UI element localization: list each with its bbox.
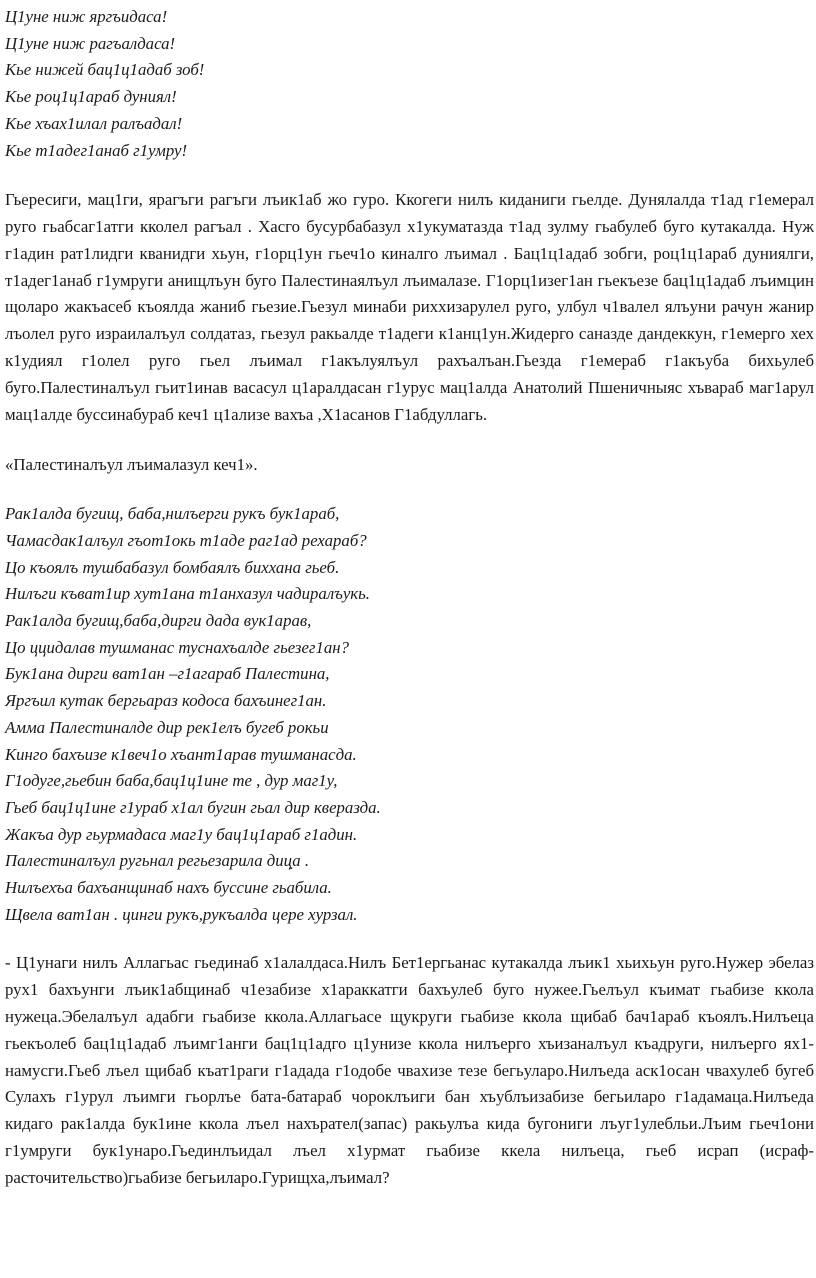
poem-line: Кье роц1ц1араб дуниял! — [5, 87, 177, 107]
poem-line: Рак1алда бугищ,баба,дирги дада вук1арав, — [5, 611, 312, 630]
song-poem — [5, 501, 814, 928]
poem-line: Цо къоялъ тушбабазул бомбаялъ биххана гьеб. — [5, 557, 340, 577]
poem-line: Кье нижей бац1ц1адаб зоб! — [5, 60, 205, 80]
poem-line: Г1одуге,гьебин баба,бац1ц1ине те , дур маг1у, — [5, 771, 338, 791]
poem-line: Гьеб бац1ц1ине г1ураб х1ал бугин гьал дир кверазда. — [5, 797, 381, 817]
poem-line: Бук1ана дирги ват1ан –г1агараб Палестина, — [5, 664, 330, 684]
poem-line: Цо ццидалав тушманас туснахъалде гьезег1ан? — [5, 637, 349, 657]
poem-line: Жакъа дур гьурмадаса маг1у бац1ц1араб г1адин. — [5, 824, 358, 844]
body-paragraph-2: - Ц1унаги нилъ Аллагьас гьединаб х1алалдаса.Нилъ Бет1ергьанас кутакалда лъик1 хьихьун руго.Нужер эбелаз рух1 бахъунги лъик1абщинаб ч1езабизе х1араккатги бахъулеб буго нужее.Гьелъул къимат гьабизе ккола нужеца.Эбелалъул адабги гьабизе ккола.Аллагьасе щукруги гьабизе ккола щибаб бач1араб къоялъ.Нилъеца гьекъолеб бац1ц1адаб лъимг1анги бац1ц1адго ц1унизе ккола нилъерго хъизаналъул къадруги, нилъерго ях1-намусги.Гьеб лъел щибаб къат1раги г1адада г1одобе чвахизе тезе бегьуларо.Нилъеда аск1осан чвахулеб бугеб Сулахъ г1урул лъимги гьорлъе бата-батараб чороклъиги бан хъублъизабизе бегьиларо г1адамаца.Нилъеда кидаго рак1алда бук1ине ккола лъел нахърател(запас) ракьулъа кида бугониги лъуг1улебльи.Лъим гьеч1они г1умруги бук1унаро.Гьединлъидал лъел х1урмат гьабизе ккела нилъеца, гьеб исрап (исраф-расточительство)гьабизе бегьиларо.Гурищха,лъимал? — [5, 953, 814, 1187]
song-title: «Палестиналъул лъималазул кеч1». — [5, 455, 258, 475]
intro-poem — [5, 0, 814, 164]
poem-line: Кье хъах1илал ралъадал! — [5, 113, 183, 133]
poem-line: Щвела ват1ан . цинги рукъ,рукъалда цере хурзал. — [5, 904, 358, 924]
poem-line: Чамасдак1алъул гъот1окь т1аде раг1ад рехараб? — [5, 530, 367, 550]
poem-line: Рак1алда бугищ, баба,нилъерги рукъ бук1араб, — [5, 504, 340, 524]
poem-line: Яргъил кутак бергьараз кодоса бахъинег1ан. — [5, 691, 327, 711]
poem-line: Амма Палестиналде дир рек1елъ бугеб рокьи — [5, 717, 329, 737]
poem-line: Нилъехъа бахъанщинаб нахъ буссине гьабила. — [5, 878, 332, 898]
poem-line: Палестиналъул ругьнал регьезарила диц̣а . — [5, 851, 310, 871]
poem-line: Кье т1адег1анаб г1умру! — [5, 140, 188, 160]
poem-line: Ц1уне ниж яргъидаса! — [5, 7, 168, 26]
body-paragraph-1: Гьересиги, мац1ги, ярагъги рагъги лъик1аб жо гуро. Ккогеги нилъ киданиги гьелде. Дунялалда т1ад г1емерал руго гьабсаг1атги кколел рагъал . Хасго бусурбабазул х1укуматазда т1ад зулму гьабулеб буго кутакалда. Нуж г1адин рат1лидги кванидги хьун, г1орц1ун гьеч1о киналго лъимал . Бац1ц1адаб зобги, роц1ц1араб дуниялги, т1адег1анаб г1умруги анищлъун буго Палестинаялъул лъималазе. Г1орц1изег1ан гьекъезе бац1ц1адаб лъимцин щоларо жакъасеб къоялда жаниб гьезие.Гьезул минаби риххизарулел руго, улбул ч1валел ялъуни рачун жанир лъолел руго израилалъул солдатаз, гьезул ракьалде т1адеги к1анц1ун.Жидерго саназде дандеккун, г1емерго хех к1удиял г1олел руго гьел лъимал г1акълуялъул рахъалъан.Гьезда г1емераб г1акъуба бихьулеб буго.Палестиналъул гьит1инав васасул ц1аралдасан г1урус мац1алда Анатолий Пшеничныяс хъвараб маг1арул мац1алде буссинабураб кеч1 ц1ализе вахъа ,Х1асанов Г1абдуллагь. — [5, 190, 814, 424]
poem-line: Ц1уне ниж рагъалдаса! — [5, 33, 176, 53]
poem-line: Нилъги къват1ир хут1ана т1анхазул чадиралъукь. — [5, 584, 370, 604]
poem-line: Кинго бахъизе к1веч1о хъант1арав тушманасда. — [5, 744, 357, 764]
